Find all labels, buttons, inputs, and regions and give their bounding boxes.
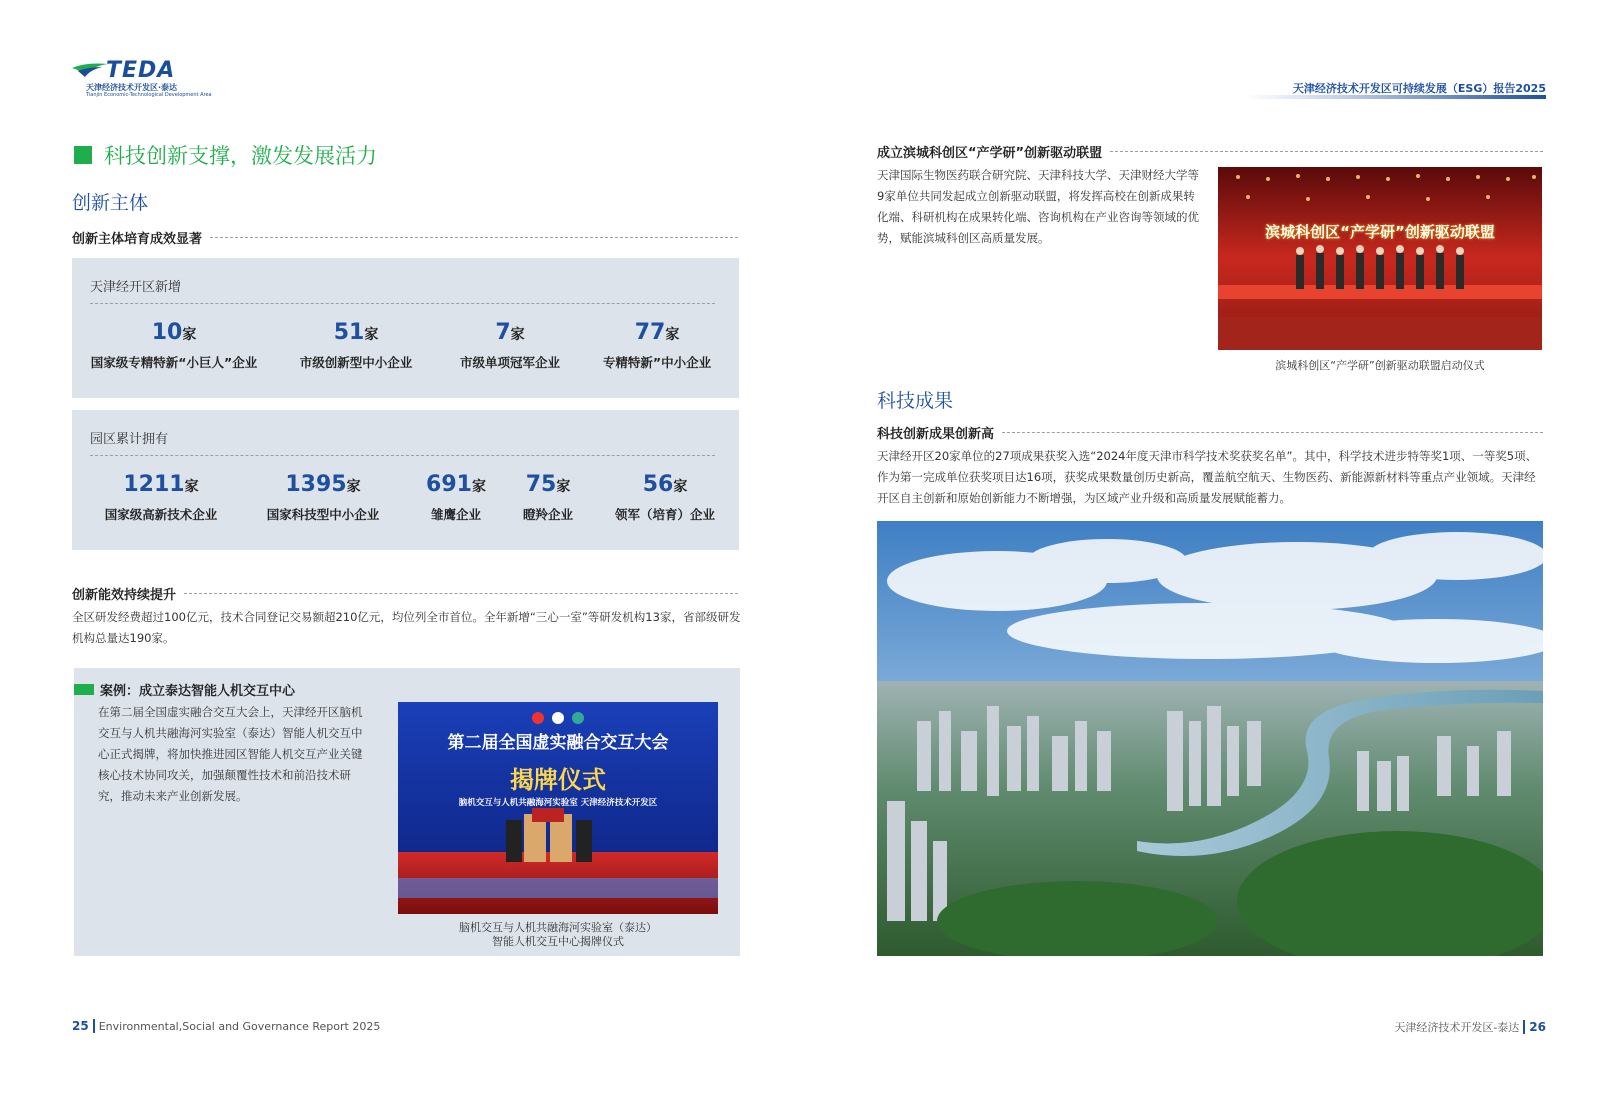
city-aerial-photo	[877, 521, 1543, 956]
dashed-divider	[1110, 151, 1543, 152]
ceremony-caption-line2: 智能人机交互中心揭牌仪式	[492, 935, 624, 948]
dashed-divider	[210, 237, 738, 238]
heading-efficiency	[72, 584, 738, 603]
ceremony-caption-line1: 脑机交互与人机共融海河实验室（泰达）	[459, 921, 657, 934]
page-number-left: 25	[72, 1019, 89, 1033]
heading-cultivation	[72, 228, 738, 247]
heading-alliance	[877, 142, 1543, 161]
footer-right	[1394, 1019, 1546, 1035]
alliance-paragraph: 天津国际生物医药联合研究院、天津科技大学、天津财经大学等9家单位共同发起成立创新驱动联盟，将发挥高校在创新成果转化端、科研机构在成果转化端、咨询机构在产业咨询等领域的优势，赋能滨城科创区高质量发展。	[877, 168, 1199, 245]
stat-item	[86, 320, 262, 371]
case-study-box	[74, 668, 740, 956]
footer-divider	[1523, 1020, 1525, 1034]
teda-logo	[72, 58, 212, 98]
ceremony-photo-title: 第二届全国虚实融合交互大会	[447, 733, 669, 753]
ceremony-caption	[398, 921, 718, 949]
achievements-paragraph: 天津经开区20家单位的27项成果获奖入选“2024年度天津市科学技术奖获奖名单”。其中，科学技术进步特等奖1项、一等奖5项、作为第一完成单位获奖项目达16项，获奖成果数量创历史新高，覆盖航空航天、生物医药、新能源新材料等重点产业领域。天津经开区自主创新和原始创新能力不断增强，为区域产业升级和高质量发展赋能蓄力。	[877, 449, 1538, 505]
teda-wing-icon	[72, 62, 108, 78]
ceremony-photo-subtitle: 揭牌仪式	[510, 766, 606, 794]
stat-number: 1395家	[285, 472, 361, 497]
stat-label: 领军（培育）企业	[614, 507, 715, 522]
stat-number: 51家	[333, 320, 379, 345]
efficiency-paragraph: 全区研发经费超过100亿元，技术合同登记交易额超210亿元，均位列全市首位。全年新增“三心一室”等研发机构13家，省部级研发机构总量达190家。	[72, 610, 741, 645]
stat-label: 专精特新”中小企业	[602, 355, 712, 370]
footer-left-text: Environmental,Social and Governance Report 2025	[98, 1019, 381, 1033]
stat-label: 市级创新型中小企业	[299, 355, 413, 370]
report-title: 天津经济技术开发区可持续发展（ESG）报告2025	[1292, 82, 1546, 95]
stat-item	[86, 472, 236, 523]
case-text: 在第二届全国虚实融合交互大会上，天津经开区脑机交互与人机共融海河实验室（泰达）智能人机交互中心正式揭牌，将加快推进园区智能人机交互产业关键核心技术协同攻关，加强颠覆性技术和前沿技术研究，推动未来产业创新发展。	[98, 705, 363, 803]
footer-left	[72, 1019, 380, 1033]
city-aerial-art	[877, 521, 1543, 956]
stat-label: 国家科技型中小企业	[266, 507, 380, 522]
alliance-photo	[1218, 167, 1542, 350]
alliance-photo-banner: 滨城科创区“产学研”创新驱动联盟	[1265, 223, 1495, 241]
stat-label: 市级单项冠军企业	[459, 355, 560, 370]
footer-right-text: 天津经济技术开发区-泰达	[1394, 1021, 1520, 1034]
stat-number: 7家	[495, 320, 525, 345]
case-title: 案例：成立泰达智能人机交互中心	[100, 684, 296, 699]
subsection-title-achievements: 科技成果	[877, 390, 954, 412]
stat-label: 国家级高新技术企业	[104, 507, 218, 522]
alliance-caption: 滨城科创区“产学研”创新驱动联盟启动仪式	[1275, 359, 1485, 372]
page-number-right: 26	[1529, 1020, 1546, 1034]
stat-item	[506, 472, 590, 523]
case-heading	[74, 680, 295, 699]
heading-cultivation-text: 创新主体培育成效显著	[72, 232, 203, 247]
heading-achievements	[877, 423, 1543, 442]
section-title	[74, 140, 377, 170]
heading-achievements-text: 科技创新成果创新高	[877, 427, 995, 442]
logo-en-text: Tianjin Economic-Technological Development Area	[86, 92, 212, 98]
stat-label: 国家级专精特新“小巨人”企业	[90, 355, 258, 370]
logo-cn-text: 天津经济技术开发区·泰达	[86, 83, 178, 92]
stat-item	[598, 472, 732, 523]
stat-label: 瞪羚企业	[522, 507, 573, 522]
ceremony-photo-banner: 脑机交互与人机共融海河实验室 天津经济技术开发区	[458, 798, 658, 808]
stats-box-cumulative	[72, 410, 739, 550]
stat-item	[290, 320, 422, 371]
stat-number: 56家	[642, 472, 688, 497]
dashed-divider	[90, 455, 715, 456]
case-bar-icon	[74, 684, 94, 695]
stat-item	[412, 472, 500, 523]
stat-item	[248, 472, 398, 523]
stat-number: 10家	[151, 320, 197, 345]
stats-box-new-label: 天津经开区新增	[90, 280, 182, 295]
stat-number: 77家	[634, 320, 680, 345]
stats-box-cumulative-label: 园区累计拥有	[90, 432, 169, 447]
stat-label: 雏鹰企业	[430, 507, 481, 522]
section-square-icon	[74, 146, 92, 164]
stats-box-new	[72, 258, 739, 398]
stat-item	[450, 320, 570, 371]
dashed-divider	[184, 593, 738, 594]
dashed-divider	[1002, 432, 1543, 433]
header-gradient-bar	[1246, 95, 1546, 99]
dashed-divider	[90, 303, 715, 304]
heading-efficiency-text: 创新能效持续提升	[72, 588, 177, 603]
subsection-title-innovation-subject: 创新主体	[72, 192, 149, 214]
logo-wordmark: TEDA	[106, 58, 176, 83]
heading-alliance-text: 成立滨城科创区“产学研”创新驱动联盟	[877, 146, 1103, 161]
footer-divider	[93, 1019, 95, 1033]
stat-number: 75家	[525, 472, 571, 497]
stat-number: 1211家	[123, 472, 199, 497]
alliance-photo-art	[1218, 167, 1542, 350]
section-title-text: 科技创新支撑，激发发展活力	[104, 144, 377, 168]
stat-number: 691家	[426, 472, 486, 497]
stat-item	[592, 320, 722, 371]
ceremony-photo	[398, 702, 718, 914]
